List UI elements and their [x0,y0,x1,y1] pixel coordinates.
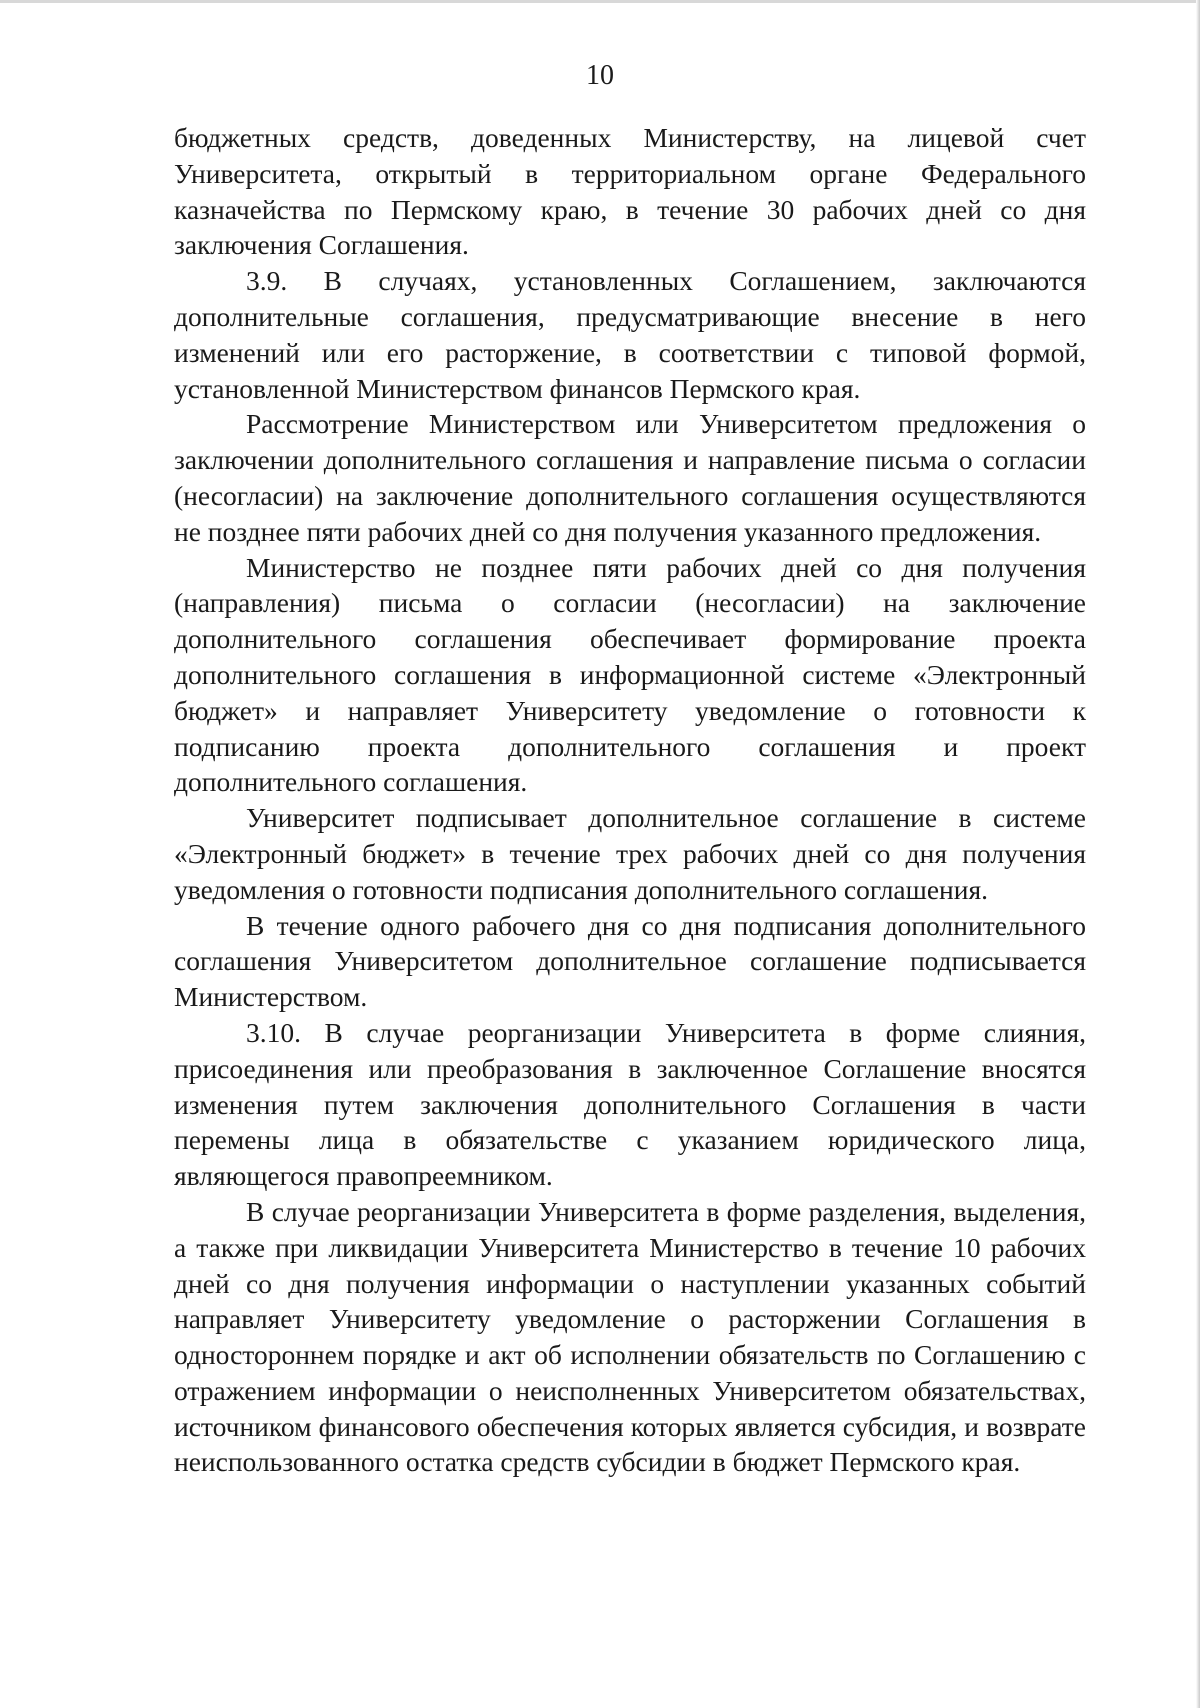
paragraph-continuation: бюджетных средств, доведенных Министерству, на лицевой счет Университета, открытый в территориальном органе Федерального казначейства по Пермскому краю, в течение 30 рабочих дней со дня заключения Соглашения. [174,122,1086,261]
scan-edge-right [1196,0,1200,1708]
paragraph-ministry-signs: В течение одного рабочего дня со дня подписания дополнительного соглашения Университетом дополнительное соглашение подписывается Министерством. [174,909,1086,1013]
scan-edge-top [0,0,1200,3]
paragraph-3-10: 3.10. В случае реорганизации Университета в форме слияния, присоединения или преобразования в заключенное Соглашение вносятся изменения путем заключения дополнительного Соглашения в части перемены лица в обязательстве с указанием юридического лица, являющегося правопреемником. [174,1016,1086,1192]
page-number: 10 [586,60,614,91]
paragraph-university-signs: Университет подписывает дополнительное соглашение в системе «Электронный бюджет» в течение трех рабочих дней со дня получения уведомления о готовности подписания дополнительного соглашения. [174,802,1086,905]
body-text [174,120,1086,1480]
paragraph-ministry-draft: Министерство не позднее пяти рабочих дней со дня получения (направления) письма о согласии (несогласии) на заключение дополнительного соглашения обеспечивает формирование проекта дополнительного соглашения в информационной системе «Электронный бюджет» и направляет Университету уведомление о готовности к подписанию проекта дополнительного соглашения и проект дополнительного соглашения. [174,551,1086,798]
paragraph-reorganization-termination: В случае реорганизации Университета в форме разделения, выделения, а также при ликвидации Университета Министерство в течение 10 рабочих дней со дня получения информации о наступлении указанных событий направляет Университету уведомление о расторжении Соглашения в одностороннем порядке и акт об исполнении обязательств по Соглашению с отражением информации о неисполненных Университетом обязательствах, источником финансового обеспечения которых является субсидия, и возврате неиспользованного остатка средств субсидии в бюджет Пермского края. [174,1195,1086,1478]
paragraph-review-proposal: Рассмотрение Министерством или Университетом предложения о заключении дополнительного соглашения и направление письма о согласии (несогласии) на заключение дополнительного соглашения осуществляются не позднее пяти рабочих дней со дня получения указанного предложения. [174,408,1086,547]
paragraph-3-9: 3.9. В случаях, установленных Соглашением, заключаются дополнительные соглашения, предусматривающие внесение в него изменений или его расторжение, в соответствии с типовой формой, установленной Министерством финансов Пермского края. [174,265,1086,404]
